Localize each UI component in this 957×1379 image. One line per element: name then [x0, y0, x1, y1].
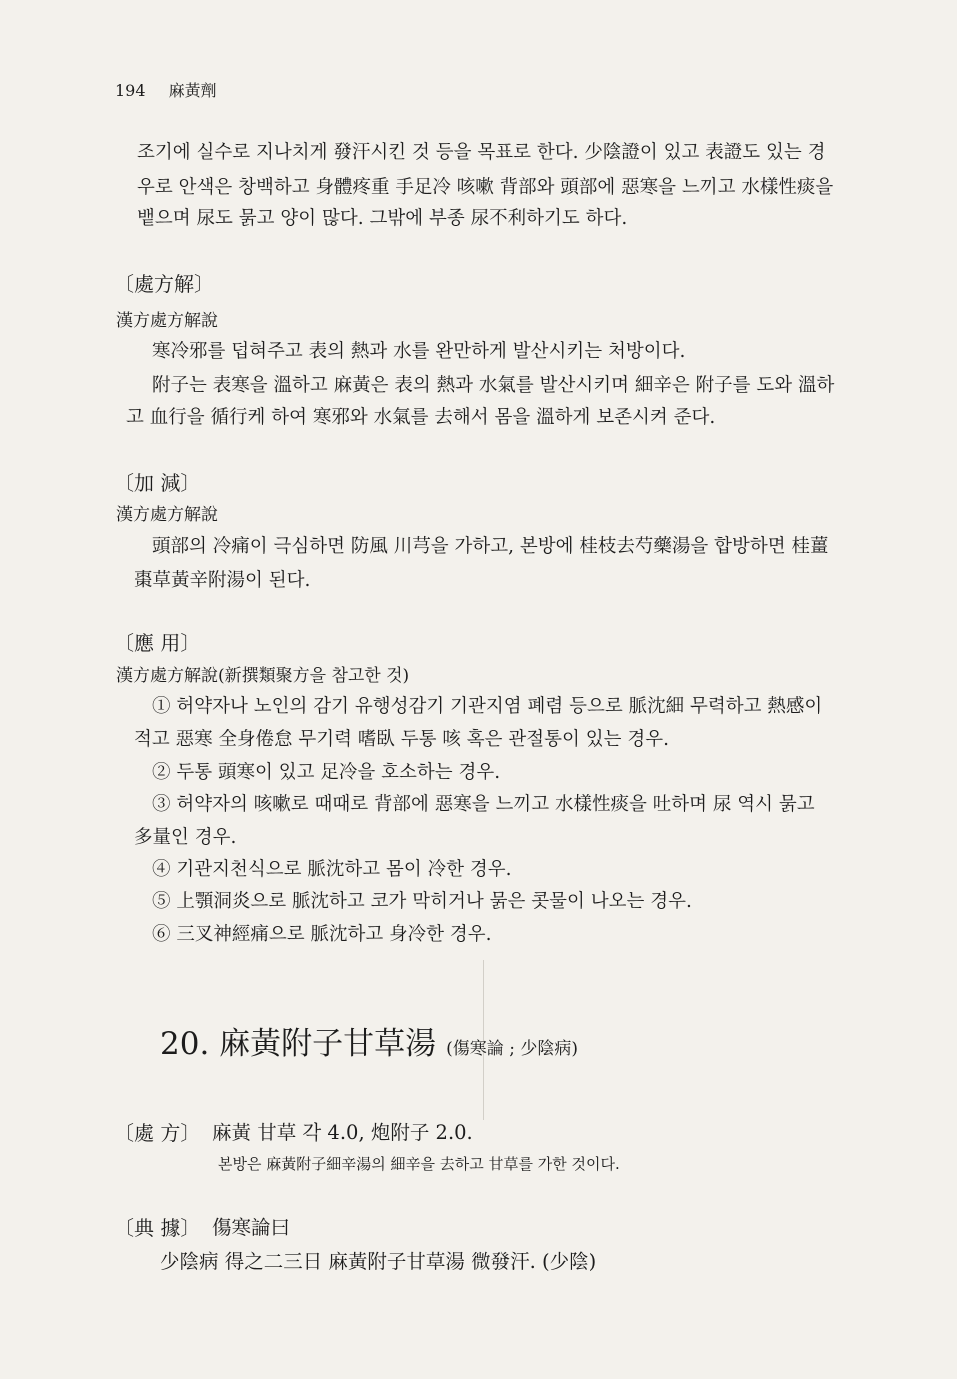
section-subheading: 漢方處方解說 [116, 505, 218, 525]
section-subheading: 漢方處方解說(新撰類聚方을 참고한 것) [116, 666, 410, 686]
application-item: 多量인 경우. [134, 827, 237, 848]
application-item: ③ 허약자의 咳嗽로 때때로 背部에 惡寒을 느끼고 水樣性痰을 吐하며 尿 역시 묽고 [152, 794, 815, 815]
formula-title [160, 1018, 578, 1063]
application-item: ⑤ 上顎洞炎으로 脈沈하고 코가 막히거나 묽은 콧물이 나오는 경우. [152, 891, 692, 912]
application-item: 적고 惡寒 全身倦怠 무기력 嗜臥 두통 咳 혹은 관절통이 있는 경우. [134, 729, 669, 750]
formula-name: 20. 麻黃附子甘草湯 [160, 1026, 437, 1062]
prescription-content: 麻黃 甘草 각 4.0, 炮附子 2.0. [212, 1121, 473, 1144]
section-heading-jiajian: 〔加 減〕 [114, 471, 201, 495]
application-item: ② 두통 頭寒이 있고 足冷을 호소하는 경우. [152, 762, 501, 783]
section-heading-dianju: 〔典 據〕 [114, 1216, 201, 1240]
body-line: 고 血行을 循行케 하여 寒邪와 水氣를 去해서 몸을 溫하게 보존시켜 준다. [126, 407, 716, 428]
intro-line: 조기에 실수로 지나치게 發汗시킨 것 등을 목표로 한다. 少陰證이 있고 表證도 있는 경 [137, 142, 826, 163]
section-heading-chufang: 〔處 方〕 [114, 1121, 201, 1145]
intro-line: 뱉으며 尿도 묽고 양이 많다. 그밖에 부종 尿不利하기도 하다. [137, 208, 628, 229]
prescription-note: 본방은 麻黃附子細辛湯의 細辛을 去하고 甘草를 가한 것이다. [218, 1155, 620, 1173]
section-heading-chufangjie: 〔處方解〕 [114, 272, 214, 296]
page-number: 194 [115, 81, 146, 100]
source-label: 傷寒論曰 [212, 1216, 291, 1239]
section-subheading: 漢方處方解說 [116, 311, 218, 331]
page-header [115, 78, 217, 101]
formula-source: (傷寒論 ; 少陰病) [446, 1039, 578, 1059]
section-heading-yingyong: 〔應 用〕 [114, 631, 201, 655]
application-item: ① 허약자나 노인의 감기 유행성감기 기관지염 폐렴 등으로 脈沈細 무력하고 熱感이 [152, 696, 823, 717]
source-quote: 少陰病 得之二三日 麻黃附子甘草湯 微發汗. (少陰) [160, 1250, 597, 1273]
application-item: ④ 기관지천식으로 脈沈하고 몸이 冷한 경우. [152, 859, 512, 880]
body-line: 附子는 表寒을 溫하고 麻黃은 表의 熱과 水氣를 발산시키며 細辛은 附子를 도와 溫하 [152, 375, 835, 396]
application-item: ⑥ 三叉神經痛으로 脈沈하고 身冷한 경우. [152, 924, 492, 945]
intro-line: 우로 안색은 창백하고 身體疼重 手足冷 咳嗽 背部와 頭部에 惡寒을 느끼고 水樣性痰을 [137, 177, 834, 198]
body-line: 寒冷邪를 덥혀주고 表의 熱과 水를 완만하게 발산시키는 처방이다. [152, 341, 686, 362]
body-line: 棗草黃辛附湯이 된다. [134, 570, 311, 591]
running-title: 麻黃劑 [168, 81, 217, 100]
body-line: 頭部의 冷痛이 극심하면 防風 川芎을 가하고, 본방에 桂枝去芍藥湯을 합방하면 桂薑 [152, 536, 829, 557]
